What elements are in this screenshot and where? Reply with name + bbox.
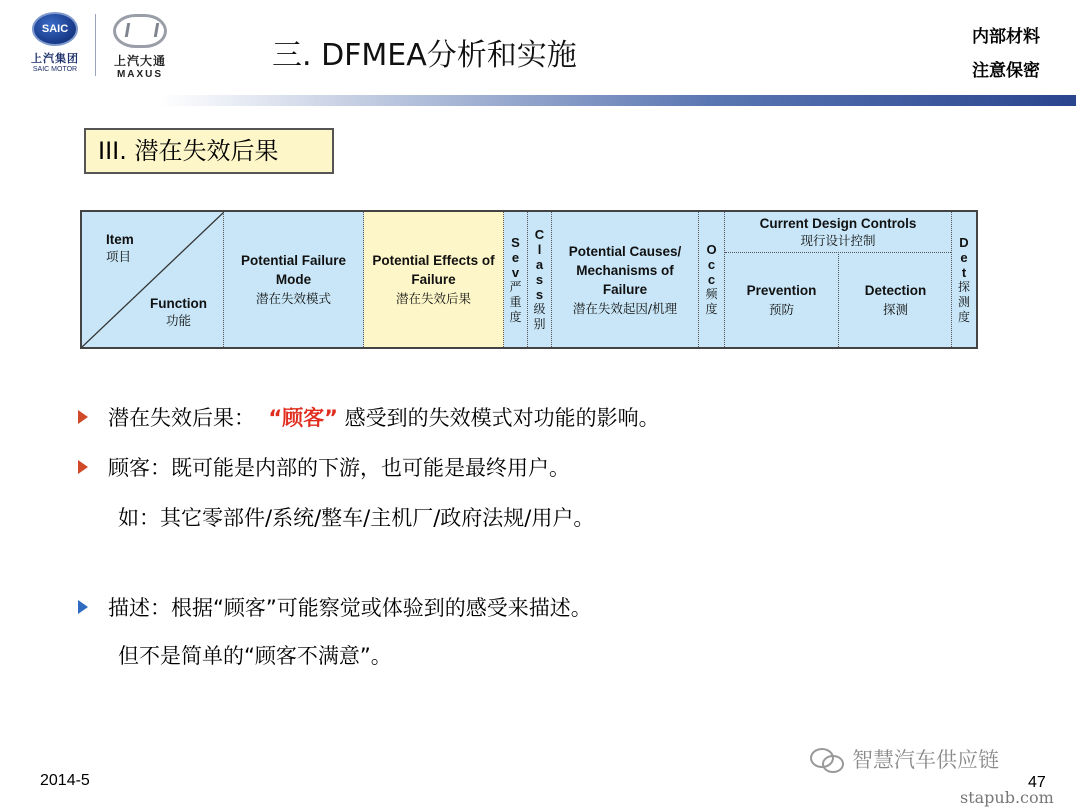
maxus-logo: [104, 14, 176, 80]
saic-logo: [24, 12, 86, 80]
occ-letter: c: [707, 272, 716, 287]
saic-emblem: SAIC: [32, 12, 78, 46]
det-cn: 探: [957, 279, 970, 294]
class-letter: C: [534, 227, 545, 242]
bullet-arrow-icon: [78, 460, 88, 474]
sev-cn: 严: [509, 279, 522, 294]
sev-cn: 度: [509, 309, 522, 324]
causes-en: Potential Causes/ Mechanisms of Failure: [568, 243, 682, 297]
item-function-cell: [82, 212, 224, 347]
bullet-text: 潜在失效后果：: [108, 406, 255, 430]
occ-letter: O: [706, 242, 717, 257]
class-letter: s: [535, 287, 544, 302]
controls-en: Current Design Controls: [759, 216, 917, 231]
occ-cell: [699, 212, 725, 347]
detection-cn: 探测: [882, 301, 908, 317]
class-letter: s: [535, 272, 544, 287]
function-en: Function: [150, 296, 207, 311]
effects-en: Potential Effects of Failure: [372, 253, 495, 287]
saic-logo-cn: 上汽集团: [31, 52, 79, 65]
bullet-customer: [78, 454, 570, 482]
footer-date: 2014-5: [40, 772, 90, 789]
causes-cell: [552, 212, 699, 347]
bullet-text: 感受到的失效模式对功能的影响。: [344, 406, 660, 430]
maxus-logo-cn: 上汽大通: [113, 54, 166, 68]
prevention-en: Prevention: [746, 282, 817, 298]
bullet-description: [78, 594, 592, 622]
watermark: [808, 744, 999, 774]
confidential-label-2: 注意保密: [972, 61, 1040, 81]
bullet-effects-definition: [78, 404, 660, 432]
section-heading: III. 潜在失效后果: [84, 128, 334, 174]
saic-logo-en: SAIC MOTOR: [32, 66, 78, 73]
prevention-cn: 预防: [768, 301, 794, 317]
det-letter: t: [961, 264, 967, 280]
effects-cell: [364, 212, 504, 347]
detection-en: Detection: [864, 282, 927, 298]
design-controls-group: [725, 212, 952, 347]
bullet-description-note: 但不是简单的“顾客不满意”。: [118, 644, 392, 668]
bullet-arrow-icon: [78, 410, 88, 424]
causes-cn: 潜在失效起因/机理: [572, 300, 678, 316]
failure-mode-en: Potential Failure Mode: [240, 253, 347, 287]
slide-title: 三. DFMEA分析和实施: [272, 38, 577, 73]
occ-letter: c: [707, 257, 716, 272]
class-cn: 别: [533, 317, 546, 331]
class-cell: [528, 212, 552, 347]
occ-cn: 度: [705, 302, 718, 316]
failure-mode-cell: [224, 212, 364, 347]
bullet-text: 描述：根据“顾客”可能察觉或体验到的感受来描述。: [108, 596, 592, 620]
class-letter: a: [535, 257, 544, 272]
wechat-icon: [808, 746, 846, 772]
site-watermark: stapub.com: [960, 788, 1054, 807]
bullet-arrow-icon: [78, 600, 88, 614]
bullet-text: 顾客：既可能是内部的下游，也可能是最终用户。: [108, 456, 570, 480]
item-en: Item: [106, 232, 134, 247]
det-cn: 度: [957, 309, 970, 324]
sev-letter: S: [511, 234, 520, 250]
bullet-examples: 如：其它零部件/系统/整车/主机厂/政府法规/用户。: [118, 506, 595, 530]
logo-divider: [95, 14, 96, 76]
class-cn: 级: [533, 302, 546, 316]
watermark-text: 智慧汽车供应链: [852, 748, 999, 772]
item-cn: 项目: [106, 249, 132, 264]
maxus-logo-en: MAXUS: [116, 69, 164, 80]
fmea-header-table: [80, 210, 978, 349]
prevention-cell: [725, 252, 839, 347]
class-letter: l: [537, 242, 542, 257]
confidential-label-1: 内部材料: [972, 27, 1040, 47]
sev-cn: 重: [509, 294, 522, 309]
sev-letter: v: [511, 264, 520, 280]
occ-cn: 频: [705, 287, 718, 301]
effects-cn: 潜在失效后果: [395, 291, 471, 306]
sev-cell: [504, 212, 528, 347]
maxus-emblem-icon: [113, 14, 167, 48]
detection-cell: [839, 252, 952, 347]
page-number: 47: [1028, 774, 1046, 791]
customer-quote: “顾客”: [268, 406, 338, 430]
sev-letter: e: [511, 249, 520, 265]
det-letter: e: [960, 249, 968, 265]
det-cell: [952, 212, 976, 347]
header-gradient-rule: [160, 95, 1076, 106]
controls-cn: 现行设计控制: [800, 233, 876, 248]
det-cn: 测: [957, 294, 970, 309]
failure-mode-cn: 潜在失效模式: [255, 291, 331, 306]
det-letter: D: [959, 234, 969, 250]
function-cn: 功能: [165, 313, 191, 328]
